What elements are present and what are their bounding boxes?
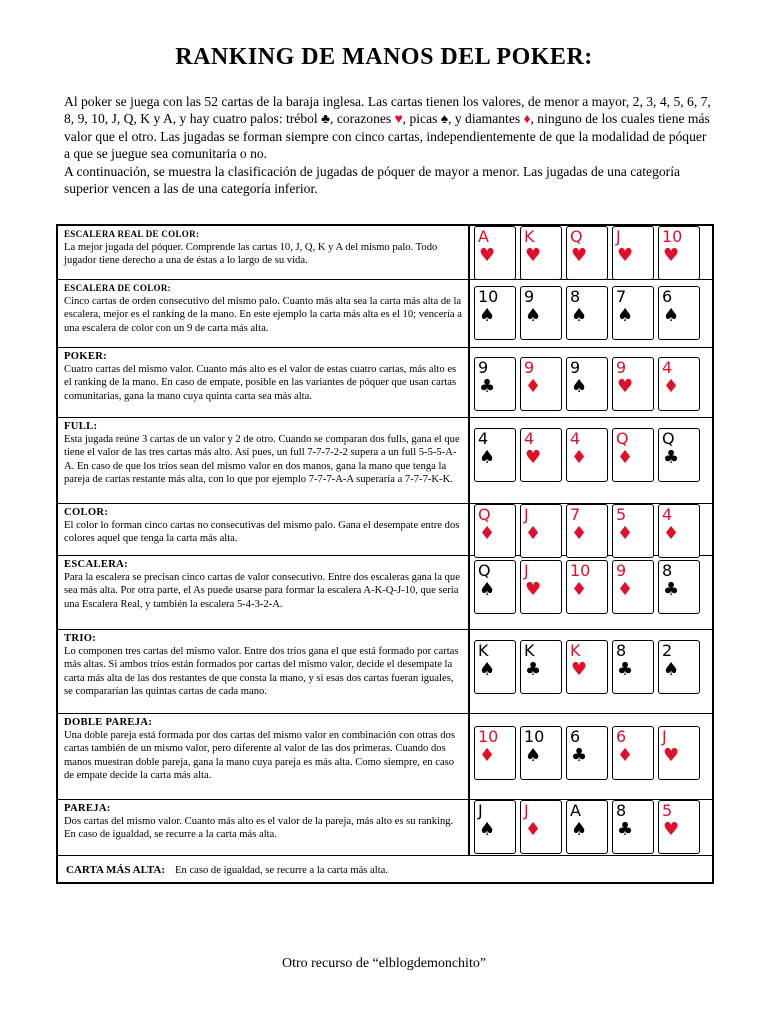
playing-card (566, 428, 608, 482)
spade-icon: ♠ (663, 659, 680, 680)
hand-text: La mejor jugada del póquer. Comprende las cartas 10, J, Q, K y A del mismo palo. Todo jugador tiene derecho a una de éstas a lo largo de su vida. (64, 242, 438, 267)
hand-name: DOBLE PAREJA: (64, 717, 153, 728)
playing-card (520, 226, 562, 280)
club-icon: ♣ (571, 745, 588, 766)
diamond-icon: ♦ (617, 579, 634, 600)
playing-card (658, 726, 700, 780)
spade-icon: ♠ (440, 111, 449, 127)
diamond-icon: ♦ (525, 523, 542, 544)
heart-icon: ♥ (617, 245, 634, 266)
spade-icon: ♠ (571, 305, 588, 326)
card-rank: J (478, 801, 483, 820)
heart-icon: ♥ (571, 659, 588, 680)
card-rank: 10 (478, 727, 499, 746)
hand-text: Para la escalera se precisan cinco cartas de valor consecutivo. Entre dos escaleras gana la que sea más alta. Por otra parte, el As puede usarse para formar la escalera A-K-Q-J-10, que sería una Escalera Real, y también la escalera 5-4-3-2-A. (64, 572, 460, 610)
spade-icon: ♠ (479, 447, 496, 468)
card-rank: 9 (570, 358, 581, 377)
hand-text: Dos cartas del mismo valor. Cuanto más alto es el valor de la pareja, más alto es su ranking. En caso de igualdad, se recurre a la carta más alta. (64, 816, 454, 841)
hand-text: Una doble pareja está formada por dos cartas del mismo valor en combinación con otras dos cartas también de un mismo valor, pero diferente al valor de las dos primeras. Cuando dos manos muestran doble pareja, gana la mano cuya pareja es más alta. Como siempre, en caso de empate decide la carta más alta. (64, 730, 455, 781)
hand-description (64, 632, 462, 698)
hand-text: Cuatro cartas del mismo valor. Cuanto más alto es el valor de estas cuatro cartas, más alto es el ranking de la mano. En caso de empate, posible en las variantes de póquer que usan cartas comunitarias, gana la mano cuya quinta carta sea más alta. (64, 364, 457, 402)
hand-description (64, 350, 462, 403)
intro-text (64, 93, 712, 197)
card-rank: 8 (662, 561, 673, 580)
hand-row-high-card (58, 856, 712, 882)
hand-cards (474, 630, 710, 713)
spade-icon: ♠ (479, 819, 496, 840)
heart-icon: ♥ (571, 245, 588, 266)
playing-card (658, 560, 700, 614)
card-rank: 10 (524, 727, 545, 746)
hand-name: ESCALERA REAL DE COLOR: (64, 229, 200, 239)
club-icon: ♣ (525, 659, 542, 680)
hand-row (58, 800, 712, 856)
diamond-icon: ♦ (571, 579, 588, 600)
hand-name: TRIO: (64, 633, 97, 644)
diamond-icon: ♦ (617, 745, 634, 766)
hand-name: COLOR: (64, 507, 109, 518)
heart-icon: ♥ (617, 376, 634, 397)
playing-card (658, 640, 700, 694)
card-rank: 6 (616, 727, 627, 746)
playing-card (612, 226, 654, 280)
heart-icon: ♥ (663, 819, 680, 840)
hand-row (58, 348, 712, 418)
hand-cards (474, 226, 710, 279)
hand-cards (474, 714, 710, 799)
playing-card (566, 726, 608, 780)
playing-card (566, 504, 608, 558)
playing-card (658, 226, 700, 280)
column-divider (468, 348, 470, 417)
diamond-icon: ♦ (479, 523, 496, 544)
card-rank: 8 (570, 287, 581, 306)
card-rank: K (524, 227, 535, 246)
playing-card (658, 800, 700, 854)
intro-paragraph-2: A continuación, se muestra la clasificación de jugadas de póquer de mayor a menor. Las jugadas de una categoría superior vencen a las de una categoría inferior. (64, 163, 681, 197)
spade-icon: ♠ (479, 579, 496, 600)
club-icon: ♣ (663, 447, 680, 468)
card-rank: 9 (478, 358, 489, 377)
playing-card (658, 504, 700, 558)
heart-icon: ♥ (663, 745, 680, 766)
club-icon: ♣ (663, 579, 680, 600)
hand-name: FULL: (64, 421, 98, 432)
hands-table (56, 224, 714, 884)
hand-description (64, 282, 462, 335)
playing-card (520, 640, 562, 694)
heart-icon: ♥ (479, 245, 496, 266)
playing-card (566, 286, 608, 340)
card-rank: K (524, 641, 535, 660)
spade-icon: ♠ (525, 305, 542, 326)
card-rank: 9 (524, 287, 535, 306)
playing-card (474, 800, 516, 854)
hand-text: El color lo forman cinco cartas no consecutivas del mismo palo. Gana el desempate entre dos colores aquel que tenga la carta más alta. (64, 520, 460, 545)
diamond-icon: ♦ (617, 447, 634, 468)
diamond-icon: ♦ (663, 523, 680, 544)
hand-row (58, 714, 712, 800)
playing-card (520, 504, 562, 558)
hand-cards (474, 504, 710, 555)
playing-card (566, 226, 608, 280)
card-rank: J (662, 727, 667, 746)
playing-card (474, 504, 516, 558)
playing-card (612, 726, 654, 780)
playing-card (658, 428, 700, 482)
hand-text: Cinco cartas de orden consecutivo del mismo palo. Cuanto más alta sea la carta más alta de la escalera, mejor es el ranking de la mano. En este ejemplo la carta más alta es el 10; vencería a una escalera de color con un 9 de carta más alta. (64, 296, 462, 334)
hand-description (64, 420, 462, 486)
card-rank: Q (662, 429, 675, 448)
card-rank: 9 (616, 561, 627, 580)
card-rank: 4 (478, 429, 489, 448)
card-rank: 8 (616, 801, 627, 820)
spade-icon: ♠ (571, 376, 588, 397)
card-rank: A (478, 227, 489, 246)
hand-description (64, 228, 462, 268)
card-rank: 10 (662, 227, 683, 246)
page-title: RANKING DE MANOS DEL POKER: (175, 44, 593, 70)
card-rank: 6 (662, 287, 673, 306)
playing-card (520, 800, 562, 854)
hand-name: CARTA MÁS ALTA: (66, 864, 166, 876)
hand-text: Esta jugada reúne 3 cartas de un valor y 2 de otro. Cuando se comparan dos fulls, gana el que tiene el valor de las tres cartas más alto. Así pues, un full 7-7-7-2-2 supera a un full 5-5-5-A-A. En caso de que los tríos sean del mismo valor en dos manos, gana la mano que tenga la pareja de cartas restante más alta, con lo que por ejemplo 7-7-7-A-A superaría a 7-7-7-K-K. (64, 434, 460, 485)
card-rank: Q (570, 227, 583, 246)
hand-cards (474, 418, 710, 503)
spade-icon: ♠ (479, 659, 496, 680)
hand-cards (474, 556, 710, 629)
spade-icon: ♠ (571, 819, 588, 840)
playing-card (520, 428, 562, 482)
diamond-icon: ♦ (525, 819, 542, 840)
hand-cards (474, 348, 710, 417)
hand-description (64, 716, 462, 782)
playing-card (566, 560, 608, 614)
card-rank: J (524, 801, 529, 820)
playing-card (612, 800, 654, 854)
card-rank: 4 (662, 358, 673, 377)
card-rank: 5 (616, 505, 627, 524)
playing-card (658, 286, 700, 340)
card-rank: A (570, 801, 581, 820)
club-icon: ♣ (479, 376, 496, 397)
heart-icon: ♥ (394, 111, 403, 127)
card-rank: 4 (570, 429, 581, 448)
diamond-icon: ♦ (525, 376, 542, 397)
card-rank: Q (478, 561, 491, 580)
diamond-icon: ♦ (479, 745, 496, 766)
spade-icon: ♠ (663, 305, 680, 326)
playing-card (520, 357, 562, 411)
card-rank: K (570, 641, 581, 660)
playing-card (566, 640, 608, 694)
hand-name: ESCALERA DE COLOR: (64, 283, 171, 293)
hand-row (58, 630, 712, 714)
card-rank: J (616, 227, 621, 246)
club-icon: ♣ (617, 659, 634, 680)
playing-card (612, 428, 654, 482)
diamond-icon: ♦ (663, 376, 680, 397)
hand-cards (474, 800, 710, 855)
hand-name: PAREJA: (64, 803, 111, 814)
heart-icon: ♥ (525, 245, 542, 266)
diamond-icon: ♦ (617, 523, 634, 544)
playing-card (520, 286, 562, 340)
hand-description (64, 802, 462, 842)
card-rank: 4 (662, 505, 673, 524)
playing-card (566, 800, 608, 854)
card-rank: J (524, 561, 529, 580)
playing-card (612, 286, 654, 340)
heart-icon: ♥ (525, 579, 542, 600)
playing-card (474, 226, 516, 280)
column-divider (468, 714, 470, 799)
playing-card (474, 560, 516, 614)
hand-row (58, 556, 712, 630)
playing-card (612, 504, 654, 558)
card-rank: K (478, 641, 489, 660)
playing-card (658, 357, 700, 411)
card-rank: 2 (662, 641, 673, 660)
heart-icon: ♥ (663, 245, 680, 266)
hand-row (58, 504, 712, 556)
column-divider (468, 800, 470, 855)
playing-card (612, 640, 654, 694)
column-divider (468, 504, 470, 555)
card-rank: Q (478, 505, 491, 524)
hand-row (58, 418, 712, 504)
playing-card (474, 357, 516, 411)
heart-icon: ♥ (525, 447, 542, 468)
card-rank: 7 (616, 287, 627, 306)
playing-card (520, 726, 562, 780)
playing-card (520, 560, 562, 614)
column-divider (468, 556, 470, 629)
hand-name: POKER: (64, 351, 107, 362)
hand-name: ESCALERA: (64, 559, 128, 570)
card-rank: 9 (524, 358, 535, 377)
hand-description (64, 558, 462, 611)
hand-description (64, 506, 462, 546)
hand-text: En caso de igualdad, se recurre a la carta más alta. (175, 865, 388, 876)
playing-card (474, 286, 516, 340)
card-rank: 7 (570, 505, 581, 524)
spade-icon: ♠ (525, 745, 542, 766)
diamond-icon: ♦ (571, 447, 588, 468)
card-rank: 8 (616, 641, 627, 660)
column-divider (468, 280, 470, 347)
intro-paragraph-1: Al poker se juega con las 52 cartas de la baraja inglesa. Las cartas tienen los valores, de menor a mayor, 2, 3, 4, 5, 6, 7, 8, 9, 10, J, Q, K y A, y hay cuatro palos: trébol ♣, corazones ♥, picas ♠, y diamantes ♦, ninguno de los cuales tiene más valor que el otro. Las jugadas se forman siempre con cinco cartas, independientemente de que la modalidad de póquer a que se juegue sea comunitaria o no. (64, 94, 711, 162)
hand-row (58, 280, 712, 348)
playing-card (612, 357, 654, 411)
playing-card (612, 560, 654, 614)
card-rank: 4 (524, 429, 535, 448)
card-rank: J (524, 505, 529, 524)
hand-cards (474, 280, 710, 347)
hand-text: Lo componen tres cartas del mismo valor. Entre dos tríos gana el que está formado por cartas más altas. Si ambos tríos están formados por cartas del mismo valor, decide el desempate la carta más alta de las dos restantes de que consta la mano, y si esas dos cartas fueran iguales, se compararían las quintas cartas de cada mano. (64, 646, 459, 697)
spade-icon: ♠ (617, 305, 634, 326)
club-icon: ♣ (617, 819, 634, 840)
playing-card (566, 357, 608, 411)
club-icon: ♣ (321, 111, 331, 127)
card-rank: 10 (478, 287, 499, 306)
hand-row (58, 226, 712, 280)
card-rank: 6 (570, 727, 581, 746)
card-rank: 9 (616, 358, 627, 377)
footer-credit: Otro recurso de “elblogdemonchito” (281, 956, 487, 971)
spade-icon: ♠ (479, 305, 496, 326)
playing-card (474, 726, 516, 780)
diamond-icon: ♦ (571, 523, 588, 544)
diamond-icon: ♦ (523, 111, 531, 127)
column-divider (468, 630, 470, 713)
card-rank: 5 (662, 801, 673, 820)
card-rank: 10 (570, 561, 591, 580)
playing-card (474, 428, 516, 482)
card-rank: Q (616, 429, 629, 448)
column-divider (468, 418, 470, 503)
playing-card (474, 640, 516, 694)
column-divider (468, 226, 470, 279)
